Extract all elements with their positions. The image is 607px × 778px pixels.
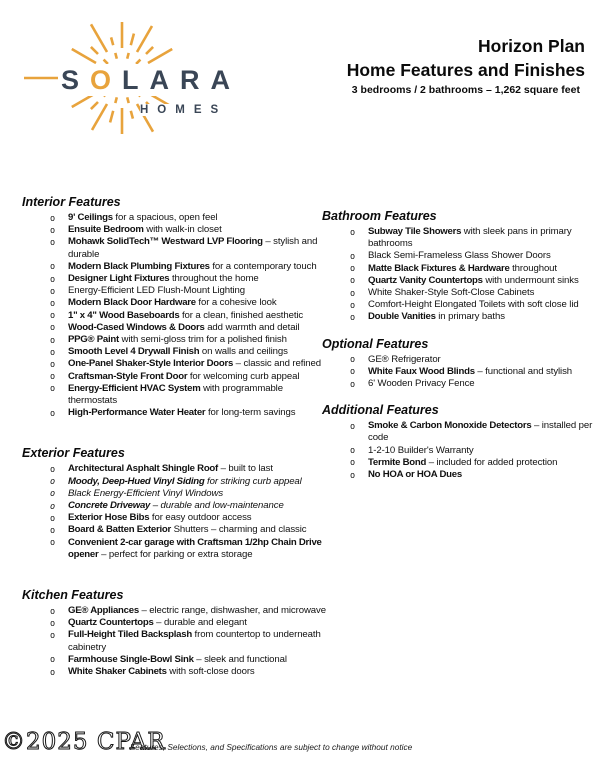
left-column bbox=[22, 196, 326, 706]
feature-section bbox=[322, 338, 606, 391]
feature-text: Matte Black Fixtures & Hardware throughout bbox=[368, 262, 557, 274]
feature-item bbox=[322, 366, 606, 378]
feature-item bbox=[322, 287, 606, 299]
feature-item bbox=[22, 666, 326, 678]
bullet-icon: o bbox=[350, 379, 356, 390]
bullet-icon: o bbox=[50, 513, 56, 524]
feature-text: Designer Light Fixtures throughout the home bbox=[68, 273, 259, 285]
feature-item bbox=[22, 488, 326, 500]
bullet-icon: o bbox=[50, 384, 56, 395]
brand-sub-wordmark: HOMES bbox=[140, 104, 228, 116]
feature-item bbox=[22, 346, 326, 358]
copyright-watermark: ©2025 CPAR bbox=[2, 729, 166, 755]
feature-text: Termite Bond – included for added protection bbox=[368, 456, 558, 468]
feature-section bbox=[322, 404, 606, 481]
feature-item bbox=[22, 334, 326, 346]
feature-item bbox=[22, 605, 326, 617]
section-heading: Optional Features bbox=[322, 336, 429, 351]
feature-text: Double Vanities in primary baths bbox=[368, 311, 505, 323]
feature-item bbox=[322, 263, 606, 275]
bullet-icon: o bbox=[50, 630, 56, 641]
feature-text: Black Semi-Frameless Glass Shower Doors bbox=[368, 250, 551, 262]
page-title: Home Features and Finishes bbox=[346, 60, 585, 80]
bullet-icon: o bbox=[50, 359, 56, 370]
feature-item bbox=[22, 285, 326, 297]
bullet-icon: o bbox=[50, 538, 56, 549]
feature-item bbox=[322, 457, 606, 469]
bullet-icon: o bbox=[50, 489, 56, 500]
brand-letters-lara: LARA bbox=[122, 65, 242, 95]
feature-text: One-Panel Shaker-Style Interior Doors – classic and refined bbox=[68, 358, 322, 370]
feature-item bbox=[22, 383, 326, 407]
plan-title: Horizon Plan bbox=[478, 36, 585, 56]
bullet-icon: o bbox=[50, 655, 56, 666]
section-heading: Exterior Features bbox=[22, 446, 125, 461]
feature-text: No HOA or HOA Dues bbox=[368, 469, 462, 481]
feature-text: Full-Height Tiled Backsplash from countertop to underneath cabinetry bbox=[68, 629, 321, 653]
feature-item bbox=[322, 311, 606, 323]
feature-text: Exterior Hose Bibs for easy outdoor access bbox=[68, 512, 252, 524]
feature-item bbox=[22, 617, 326, 629]
feature-text: GE® Appliances – electric range, dishwasher, and microwave bbox=[68, 605, 326, 617]
bullet-icon: o bbox=[350, 288, 356, 299]
section-heading: Bathroom Features bbox=[322, 209, 437, 223]
feature-text: High-Performance Water Heater for long-term savings bbox=[68, 407, 296, 419]
feature-item bbox=[322, 445, 606, 457]
feature-item bbox=[322, 250, 606, 262]
bullet-icon: o bbox=[350, 446, 356, 457]
bullet-icon: o bbox=[50, 298, 56, 309]
feature-section bbox=[22, 447, 326, 561]
bullet-icon: o bbox=[50, 618, 56, 629]
bullet-icon: o bbox=[350, 227, 356, 238]
bullet-icon: o bbox=[350, 276, 356, 287]
feature-text: Subway Tile Showers with sleek pans in primary bathrooms bbox=[368, 226, 572, 250]
feature-item bbox=[22, 224, 326, 236]
feature-text: Concrete Driveway – durable and low-maintenance bbox=[68, 500, 284, 512]
bullet-icon: o bbox=[50, 667, 56, 678]
feature-text: Modern Black Plumbing Fixtures for a contemporary touch bbox=[68, 260, 317, 272]
feature-item bbox=[22, 212, 326, 224]
feature-item bbox=[22, 297, 326, 309]
feature-text: Modern Black Door Hardware for a cohesive look bbox=[68, 297, 277, 309]
bullet-icon: o bbox=[350, 367, 356, 378]
feature-item bbox=[22, 537, 326, 561]
bullet-icon: o bbox=[50, 372, 56, 383]
feature-section bbox=[22, 196, 326, 419]
feature-text: Smoke & Carbon Monoxide Detectors – installed per code bbox=[368, 420, 593, 444]
feature-item bbox=[22, 500, 326, 512]
section-heading: Interior Features bbox=[22, 195, 121, 209]
feature-text: Black Energy-Efficient Vinyl Windows bbox=[68, 487, 224, 499]
feature-item bbox=[22, 236, 326, 260]
feature-item bbox=[322, 226, 606, 250]
bullet-icon: o bbox=[50, 237, 56, 248]
bullet-icon: o bbox=[50, 274, 56, 285]
bullet-icon: o bbox=[50, 501, 56, 512]
feature-text: 9' Ceilings for a spacious, open feel bbox=[68, 212, 218, 223]
feature-text: Architectural Asphalt Shingle Roof – built to last bbox=[68, 463, 273, 475]
feature-item bbox=[22, 310, 326, 322]
bullet-icon: o bbox=[50, 323, 56, 334]
feature-text: Mohawk SolidTech™ Westward LVP Flooring – stylish and durable bbox=[68, 236, 318, 260]
feature-text: Quartz Vanity Countertops with undermount sinks bbox=[368, 274, 579, 286]
feature-text: GE® Refrigerator bbox=[368, 353, 441, 365]
bullet-icon: o bbox=[50, 464, 56, 475]
plan-specs: 3 bedrooms / 2 bathrooms – 1,262 square feet bbox=[351, 84, 580, 96]
feature-text: PPG® Paint with semi-gloss trim for a polished finish bbox=[68, 334, 287, 346]
bullet-icon: o bbox=[50, 347, 56, 358]
bullet-icon: o bbox=[50, 311, 56, 322]
disclaimer-note: Features, Selections, and Specifications are subject to change without notice bbox=[130, 742, 413, 752]
feature-text: Farmhouse Single-Bowl Sink – sleek and functional bbox=[68, 653, 287, 665]
feature-item bbox=[322, 469, 606, 481]
feature-item bbox=[22, 322, 326, 334]
feature-text: 6' Wooden Privacy Fence bbox=[368, 378, 475, 390]
brand-wordmark bbox=[58, 64, 244, 96]
right-column bbox=[322, 210, 606, 495]
feature-item bbox=[322, 420, 606, 444]
bullet-icon: o bbox=[50, 606, 56, 617]
bullet-icon: o bbox=[50, 477, 56, 488]
feature-text: Board & Batten Exterior Shutters – charming and classic bbox=[68, 524, 307, 536]
bullet-icon: o bbox=[50, 335, 56, 346]
bullet-icon: o bbox=[50, 286, 56, 297]
brand-letter-o: O bbox=[90, 65, 123, 95]
bullet-icon: o bbox=[50, 525, 56, 536]
feature-text: Quartz Countertops – durable and elegant bbox=[68, 617, 247, 629]
bullet-icon: o bbox=[350, 312, 356, 323]
feature-item bbox=[22, 371, 326, 383]
feature-text: 1-2-10 Builder's Warranty bbox=[368, 444, 474, 456]
feature-section bbox=[322, 210, 606, 324]
feature-text: White Faux Wood Blinds – functional and stylish bbox=[368, 365, 573, 377]
feature-text: Comfort-Height Elongated Toilets with soft close lid bbox=[368, 299, 579, 311]
bullet-icon: o bbox=[350, 421, 356, 432]
feature-text: Smooth Level 4 Drywall Finish on walls and ceilings bbox=[68, 346, 288, 358]
feature-text: Energy-Efficient LED Flush-Mount Lighting bbox=[68, 285, 246, 297]
bullet-icon: o bbox=[50, 408, 56, 419]
brand-letter-s: S bbox=[61, 65, 91, 95]
feature-item bbox=[22, 654, 326, 666]
solara-logo bbox=[22, 8, 242, 148]
feature-text: Wood-Cased Windows & Doors add warmth and detail bbox=[68, 321, 300, 333]
bullet-icon: o bbox=[50, 213, 56, 224]
feature-text: Craftsman-Style Front Door for welcoming curb appeal bbox=[68, 370, 300, 382]
feature-item bbox=[22, 524, 326, 536]
feature-item bbox=[22, 261, 326, 273]
feature-text: White Shaker Cabinets with soft-close doors bbox=[68, 666, 255, 678]
section-heading: Additional Features bbox=[322, 403, 439, 418]
feature-item bbox=[322, 354, 606, 366]
feature-item bbox=[22, 358, 326, 370]
bullet-icon: o bbox=[50, 262, 56, 273]
bullet-icon: o bbox=[350, 300, 356, 311]
feature-text: White Shaker-Style Soft-Close Cabinets bbox=[368, 287, 535, 299]
feature-item bbox=[322, 275, 606, 287]
header-title-block bbox=[347, 34, 585, 96]
bullet-icon: o bbox=[350, 251, 356, 262]
bullet-icon: o bbox=[350, 264, 356, 275]
feature-item bbox=[22, 512, 326, 524]
feature-item bbox=[322, 378, 606, 390]
bullet-icon: o bbox=[350, 355, 356, 366]
bullet-icon: o bbox=[350, 470, 356, 481]
feature-item bbox=[22, 629, 326, 653]
bullet-icon: o bbox=[50, 225, 56, 236]
feature-item bbox=[22, 476, 326, 488]
feature-text: 1" x 4" Wood Baseboards for a clean, finished aesthetic bbox=[68, 309, 304, 321]
feature-item bbox=[22, 463, 326, 475]
feature-text: Ensuite Bedroom with walk-in closet bbox=[68, 224, 222, 236]
feature-text: Energy-Efficient HVAC System with programmable thermostats bbox=[68, 382, 283, 407]
feature-text: Convenient 2-car garage with Craftsman 1/2hp Chain Drive opener – perfect for parking or extra storage bbox=[68, 536, 322, 560]
feature-text: Moody, Deep-Hued Vinyl Siding for striking curb appeal bbox=[68, 475, 302, 487]
feature-item bbox=[322, 299, 606, 311]
bullet-icon: o bbox=[350, 458, 356, 469]
feature-item bbox=[22, 273, 326, 285]
feature-section bbox=[22, 589, 326, 678]
section-heading: Kitchen Features bbox=[22, 588, 124, 603]
feature-item bbox=[22, 407, 326, 419]
